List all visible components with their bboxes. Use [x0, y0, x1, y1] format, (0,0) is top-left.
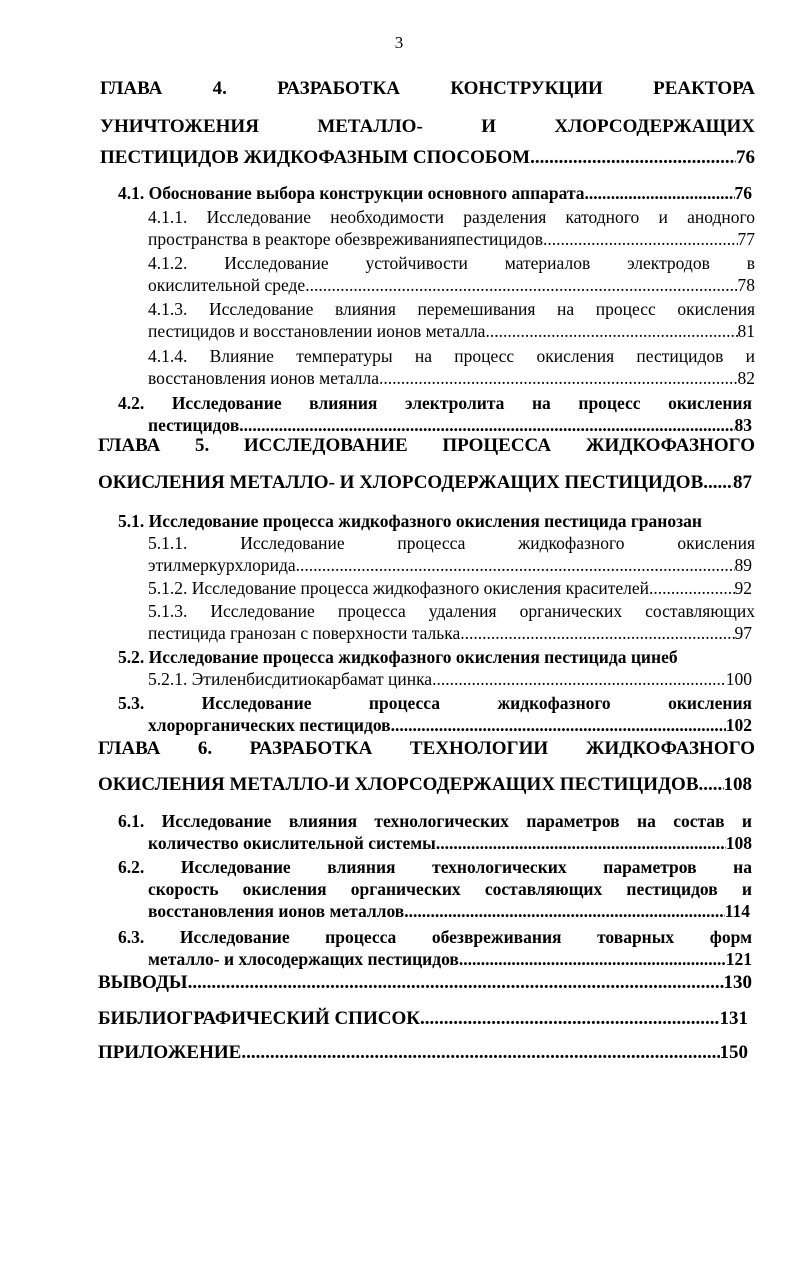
toc-line: 5.1.1. Исследование процесса жидкофазного окисления — [148, 533, 755, 553]
toc-line — [98, 1008, 748, 1030]
toc-entry-title: ОКИСЛЕНИЯ МЕТАЛЛО-И ХЛОРСОДЕРЖАЩИХ ПЕСТИЦИДОВ — [98, 774, 699, 795]
toc-page-number: 76 — [734, 183, 752, 203]
toc-entry-title: ВЫВОДЫ — [98, 972, 188, 993]
toc-dot-leader — [432, 668, 726, 690]
toc-line — [98, 774, 752, 796]
toc-line — [148, 948, 752, 970]
toc-dot-leader — [460, 622, 734, 644]
toc-line: УНИЧТОЖЕНИЯ МЕТАЛЛО- И ХЛОРСОДЕРЖАЩИХ — [100, 116, 755, 137]
toc-line — [148, 274, 755, 296]
toc-page-number: 108 — [723, 774, 752, 795]
toc-dot-leader — [459, 948, 726, 970]
toc-entry-title: 4.1. Обоснование выбора конструкции основного аппарата — [118, 183, 585, 203]
toc-line: 4.1.2. Исследование устойчивости материалов электродов в — [148, 253, 755, 273]
toc-entry-title: ОКИСЛЕНИЯ МЕТАЛЛО- И ХЛОРСОДЕРЖАЩИХ ПЕСТИЦИДОВ — [98, 472, 704, 493]
toc-dot-leader — [420, 1008, 719, 1030]
toc-entry-title: окислительной среде — [148, 275, 306, 295]
toc-dot-leader — [585, 182, 735, 204]
toc-dot-leader — [188, 972, 724, 994]
toc-line — [148, 320, 755, 342]
toc-line: ГЛАВА 4. РАЗРАБОТКА КОНСТРУКЦИИ РЕАКТОРА — [100, 78, 755, 99]
toc-line: 4.1.3. Исследование влияния перемешивания на процесс окисления — [148, 299, 755, 319]
toc-line: 6.3. Исследование процесса обезвреживания товарных форм — [118, 927, 752, 947]
toc-dot-leader — [649, 577, 734, 599]
toc-line — [148, 832, 752, 854]
toc-line — [148, 367, 755, 389]
toc-entry-title: металло- и хлосодержащих пестицидов — [148, 949, 459, 969]
toc-page-number: 78 — [737, 275, 755, 295]
page-number: 3 — [394, 33, 404, 52]
toc-line — [148, 228, 755, 250]
toc-entry-title: восстановления ионов металла — [148, 368, 380, 388]
toc-line — [148, 414, 752, 436]
toc-line: 6.2. Исследование влияния технологических параметров на — [118, 857, 752, 877]
toc-line: ГЛАВА 6. РАЗРАБОТКА ТЕХНОЛОГИИ ЖИДКОФАЗНОГО — [98, 738, 755, 759]
toc-line — [148, 668, 752, 690]
toc-dot-leader — [485, 320, 737, 342]
toc-dot-leader — [436, 832, 726, 854]
toc-page-number: 97 — [734, 623, 752, 643]
toc-page-number: 114 — [724, 901, 750, 921]
toc-line: 5.2. Исследование процесса жидкофазного окисления пестицида цинеб — [118, 647, 678, 667]
toc-entry-title: восстановления ионов металлов — [148, 901, 405, 921]
toc-page-number: 102 — [725, 715, 752, 735]
toc-dot-leader — [404, 900, 724, 922]
toc-page-number: 108 — [725, 833, 752, 853]
toc-line — [100, 147, 755, 169]
toc-dot-leader — [699, 774, 724, 796]
toc-line — [148, 900, 750, 922]
toc-entry-title: пестицидов и восстановлении ионов металла — [148, 321, 486, 341]
toc-entry-title: пространства в реакторе обезвреживанияпестицидов — [148, 229, 543, 249]
toc-entry-title: хлорорганических пестицидов — [148, 715, 391, 735]
toc-line: скорость окисления органических составляющих пестицидов и — [148, 879, 752, 899]
toc-page-number: 82 — [737, 368, 755, 388]
toc-line: 6.1. Исследование влияния технологических параметров на состав и — [118, 811, 752, 831]
toc-line — [98, 472, 752, 494]
toc-dot-leader — [703, 472, 733, 494]
toc-entry-title: ПЕСТИЦИДОВ ЖИДКОФАЗНЫМ СПОСОБОМ — [100, 147, 531, 168]
toc-entry-title: пестицида гранозан с поверхности талька — [148, 623, 461, 643]
toc-page-number: 76 — [736, 147, 755, 168]
toc-line: ГЛАВА 5. ИССЛЕДОВАНИЕ ПРОЦЕССА ЖИДКОФАЗНОГО — [98, 435, 755, 456]
toc-line: 5.1.3. Исследование процесса удаления органических составляющих — [148, 601, 755, 621]
toc-dot-leader — [239, 414, 734, 436]
toc-entry-title: БИБЛИОГРАФИЧЕСКИЙ СПИСОК — [98, 1008, 421, 1029]
toc-line — [98, 972, 752, 994]
toc-line: 4.1.1. Исследование необходимости разделения катодного и анодного — [148, 207, 755, 227]
toc-page-number: 89 — [734, 555, 752, 575]
toc-page-number: 150 — [719, 1042, 748, 1063]
toc-dot-leader — [391, 714, 726, 736]
toc-line: 4.2. Исследование влияния электролита на процесс окисления — [118, 393, 752, 413]
toc-line — [98, 1042, 748, 1064]
toc-page-number: 83 — [734, 415, 752, 435]
toc-line: 5.3. Исследование процесса жидкофазного окисления — [118, 693, 752, 713]
toc-entry-title: этилмеркурхлорида — [148, 555, 296, 575]
toc-line — [148, 554, 752, 576]
toc-entry-title: количество окислительной системы — [148, 833, 436, 853]
toc-entry-title: 5.1.2. Исследование процесса жидкофазного окисления красителей — [148, 578, 650, 598]
toc-dot-leader — [241, 1042, 719, 1064]
toc-line: 5.1. Исследование процесса жидкофазного окисления пестицида гранозан — [118, 511, 702, 531]
toc-page-number: 81 — [737, 321, 755, 341]
toc-page-number: 130 — [723, 972, 752, 993]
toc-dot-leader — [296, 554, 735, 576]
toc-entry-title: ПРИЛОЖЕНИЕ — [98, 1042, 242, 1063]
toc-line: 4.1.4. Влияние температуры на процесс окисления пестицидов и — [148, 346, 755, 366]
toc-page-number: 121 — [725, 949, 752, 969]
toc-page-number: 100 — [725, 669, 752, 689]
toc-entry-title: пестицидов — [148, 415, 240, 435]
toc-page-number: 92 — [734, 578, 752, 598]
toc-line — [148, 622, 752, 644]
toc-dot-leader — [305, 274, 737, 296]
toc-dot-leader — [379, 367, 737, 389]
toc-page-number: 131 — [719, 1008, 748, 1029]
toc-page-number: 87 — [733, 472, 752, 493]
toc-dot-leader — [530, 147, 736, 169]
toc-line — [118, 182, 752, 204]
toc-line — [148, 577, 752, 599]
toc-dot-leader — [543, 228, 738, 250]
toc-line — [148, 714, 752, 736]
toc-entry-title: 5.2.1. Этиленбисдитиокарбамат цинка — [148, 669, 433, 689]
toc-page-number: 77 — [737, 229, 755, 249]
